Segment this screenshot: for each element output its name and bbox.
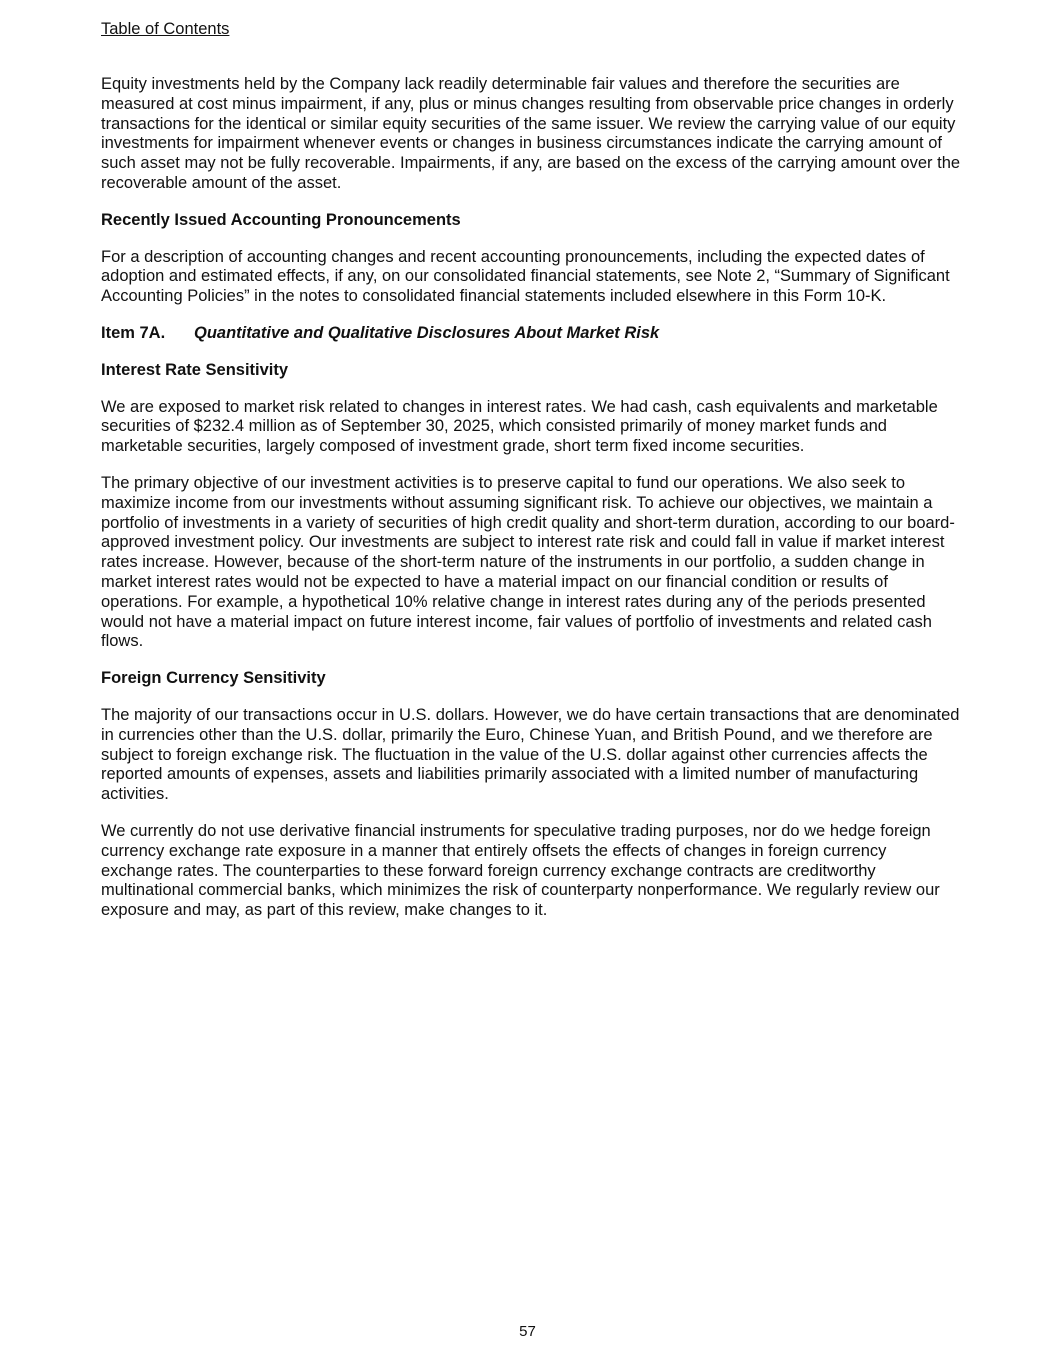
page-number: 57 bbox=[519, 1323, 536, 1340]
equity-investments-paragraph: Equity investments held by the Company lack readily determinable fair values and therefore the securities are measured at cost minus impairment, if any, plus or minus changes resulting from observable price changes in orderly transactions for the identical or similar equity securities of the same issuer. We review the carrying value of our equity investments for impairment whenever events or changes in business circumstances indicate the carrying amount of such asset may not be fully recoverable. Impairments, if any, are based on the excess of the carrying amount over the recoverable amount of the asset. bbox=[101, 75, 961, 192]
interest-rate-paragraph-2: The primary objective of our investment activities is to preserve capital to fund our operations. We also seek to maximize income from our investments without assuming significant risk. To achieve our objectives, we maintain a portfolio of investments in a variety of securities of high credit quality and short-term duration, according to our board-approved investment policy. Our investments are subject to interest rate risk and could fall in value if market interest rates increase. However, because of the short-term nature of the instruments in our portfolio, a sudden change in market interest rates would not be expected to have a material impact on our financial condition or results of operations. For example, a hypothetical 10% relative change in interest rates during any of the periods presented would not have a material impact on future interest income, fair values of portfolio of investments and related cash flows. bbox=[101, 473, 955, 651]
foreign-currency-paragraph-1: The majority of our transactions occur in U.S. dollars. However, we do have certain transactions that are denominated in currencies other than the U.S. dollar, primarily the Euro, Chinese Yuan, and British Pound, and we therefore are subject to foreign exchange risk. The fluctuation in the value of the U.S. dollar against other currencies affects the reported amounts of expenses, assets and liabilities primarily associated with a limited number of manufacturing activities. bbox=[101, 705, 960, 804]
foreign-currency-paragraph-2: We currently do not use derivative financial instruments for speculative trading purposes, nor do we hedge foreign currency exchange rate exposure in a manner that entirely offsets the effects of changes in foreign currency exchange rates. The counterparties to these forward foreign currency exchange contracts are creditworthy multinational commercial banks, which minimizes the risk of counterparty nonperformance. We regularly review our exposure and may, as part of this review, make changes to it. bbox=[101, 821, 940, 920]
item-7a-heading bbox=[101, 324, 961, 344]
item-number: Item 7A. bbox=[101, 323, 166, 342]
recent-pronouncements-heading: Recently Issued Accounting Pronouncements bbox=[101, 210, 461, 229]
recent-pronouncements-paragraph: For a description of accounting changes and recent accounting pronouncements, including the expected dates of adoption and estimated effects, if any, on our consolidated financial statements, see Note 2, “Summary of Significant Accounting Policies” in the notes to consolidated financial statements included elsewhere in this Form 10-K. bbox=[101, 247, 950, 306]
interest-rate-paragraph-1: We are exposed to market risk related to changes in interest rates. We had cash, cash equivalents and marketable securities of $232.4 million as of September 30, 2025, which consisted primarily of money market funds and marketable securities, largely composed of investment grade, short term fixed income securities. bbox=[101, 397, 938, 456]
interest-rate-heading: Interest Rate Sensitivity bbox=[101, 360, 289, 379]
foreign-currency-heading: Foreign Currency Sensitivity bbox=[101, 669, 326, 688]
document-page bbox=[101, 19, 961, 938]
document-body bbox=[101, 75, 961, 921]
table-of-contents-link[interactable]: Table of Contents bbox=[101, 20, 230, 38]
item-title: Quantitative and Qualitative Disclosures About Market Risk bbox=[194, 323, 660, 342]
